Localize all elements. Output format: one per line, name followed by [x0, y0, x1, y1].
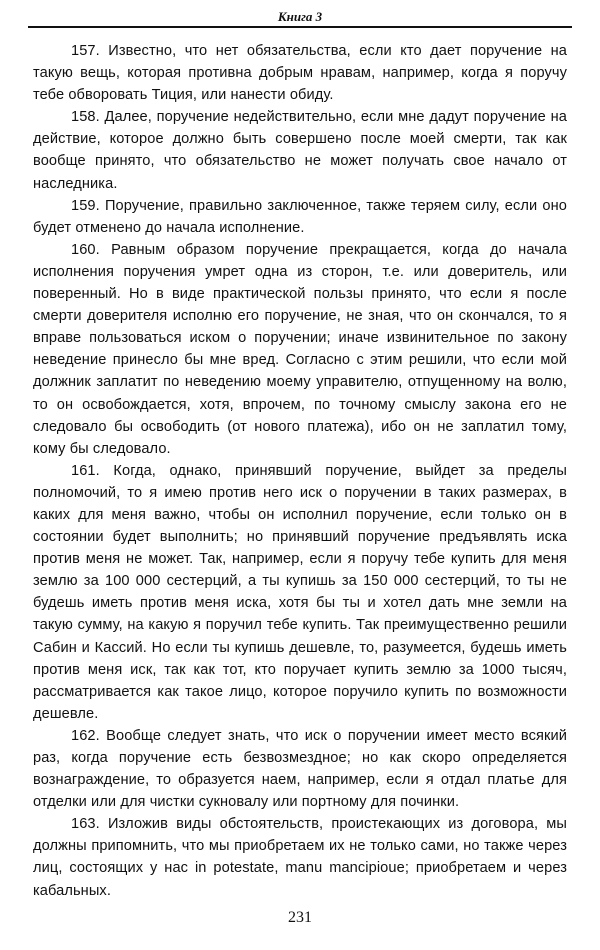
page-number: 231	[288, 909, 312, 926]
running-header: Книга 3	[277, 9, 323, 24]
paragraph-157: 157. Известно, что нет обязательства, если кто дает поручение на такую вещь, которая противна добрым нравам, например, когда я поручу тебе обворовать Тиция, или нанести обиду.	[33, 43, 567, 104]
paragraph-163: 163. Изложив виды обстоятельств, проистекающих из договора, мы должны припомнить, что мы приобретаем их не только сами, но также через лиц, состоящих у нас in potestate, manu mancipioue; приобретаем и через кабальных.	[33, 816, 567, 899]
paragraph-158: 158. Далее, поручение недействительно, если мне дадут поручение на действие, которое должно быть совершено после моей смерти, так как вообще принято, что обязательство не может получать свое начало от наследника.	[33, 109, 567, 192]
page-body	[33, 40, 567, 902]
header-rule	[28, 26, 572, 28]
paragraph-162: 162. Вообще следует знать, что иск о поручении имеет место всякий раз, когда поручение есть безвозмездное; но как скоро определяется вознаграждение, то образуется наем, например, если я отдал платье для отделки или для чистки сукновалу или портному для починки.	[33, 727, 567, 811]
paragraph-161: 161. Когда, однако, принявший поручение, выйдет за пределы полномочий, то я имею против него иск о поручении в таких размерах, в каких для меня важно, чтобы он исполнил поручение, если только он в состоянии будет выполнить; но принявший поручение предъявлять иска против меня не может. Так, например, если я поручу тебе купить для меня землю за 100 000 сестерций, а ты купишь за 150 000 сестерций, то ты не будешь иметь против меня иска, хотя бы ты и хотел дать мне земли на такую сумму, на какую я поручил тебе купить. Так преимущественно решили Сабин и Кассий. Но если ты купишь дешевле, то, разумеется, будешь иметь против меня иск, так как тот, кто поручает купить землю за 1000 тысяч, рассматривается как такое лицо, которое поручило купить по возможности дешевле.	[33, 462, 567, 722]
paragraph-160: 160. Равным образом поручение прекращается, когда до начала исполнения поручения умрет одна из сторон, т.е. или доверитель, или поверенный. Но в виде практической пользы принято, что если я после смерти доверителя исполню его поручение, не зная, что он скончался, то я вправе пользоваться иском о поручении; иначе извинительное по закону неведение принесло бы мне вред. Согласно с этим решили, что если мой должник заплатит по неведению моему управителю, отпущенному на волю, то он освобождается, хотя, впрочем, по точному смыслу закона его не следовало бы освободить (от нового платежа), ибо он не заплатил тому, кому бы следовало.	[33, 241, 567, 457]
paragraph-159: 159. Поручение, правильно заключенное, также теряем силу, если оно будет отменено до начала исполнение.	[33, 197, 567, 236]
